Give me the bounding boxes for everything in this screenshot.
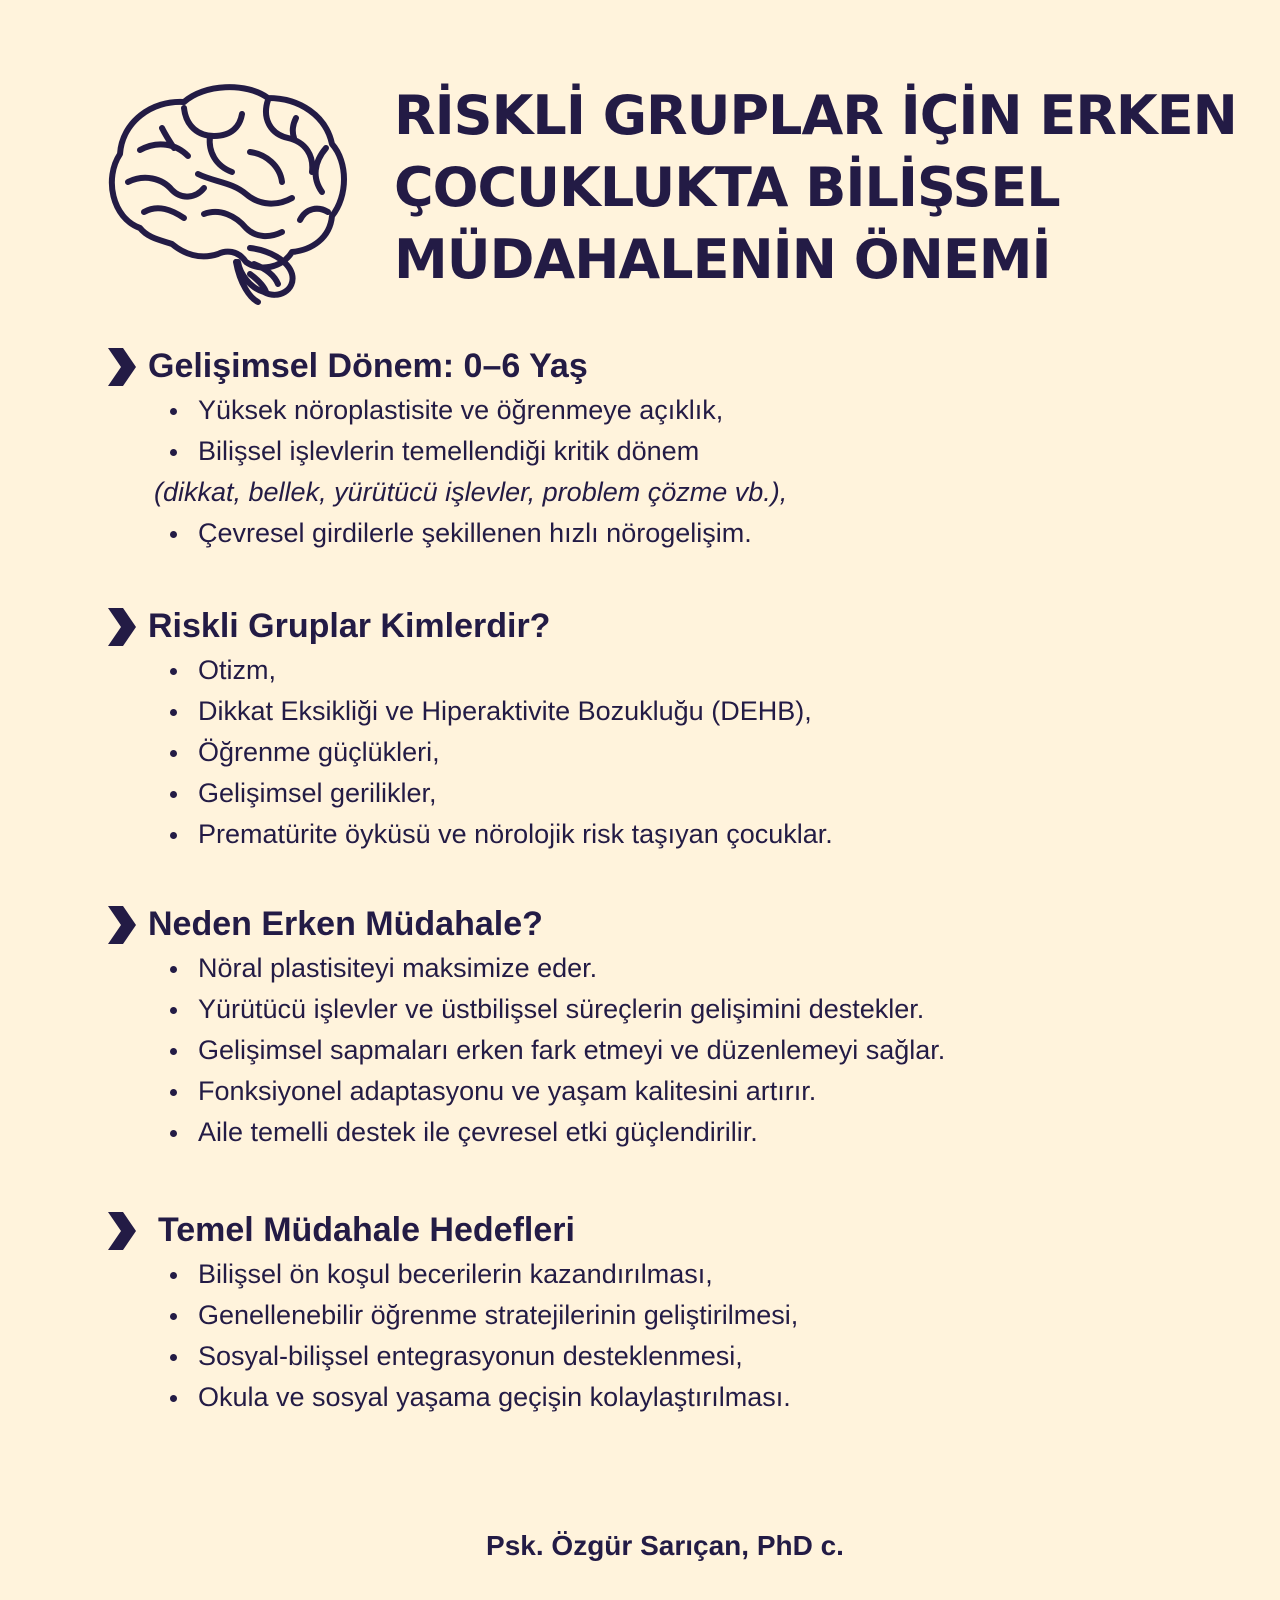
list-item: Öğrenme güçlükleri, <box>104 732 1224 773</box>
section-intervention-goals <box>104 1206 1224 1418</box>
list-item: Yüksek nöroplastisite ve öğrenmeye açıklık, <box>104 390 1224 431</box>
list-item: Gelişimsel gerilikler, <box>104 773 1224 814</box>
section-header <box>104 342 1224 390</box>
list-item: Fonksiyonel adaptasyonu ve yaşam kalitesini artırır. <box>104 1071 1224 1112</box>
title-line: ÇOCUKLUKTA BİLİŞSEL <box>394 156 1060 219</box>
bullet-list <box>104 390 1224 554</box>
list-item: Otizm, <box>104 650 1224 691</box>
chevron-right-icon <box>104 904 138 946</box>
bullet-list <box>104 948 1224 1153</box>
brain-icon <box>100 78 350 308</box>
list-item: Bilişsel ön koşul becerilerin kazandırılması, <box>104 1254 1224 1295</box>
section-header <box>104 602 1224 650</box>
list-item: Prematürite öyküsü ve nörolojik risk taşıyan çocuklar. <box>104 814 1224 855</box>
section-why-early-intervention <box>104 900 1224 1153</box>
chevron-right-icon <box>104 346 138 388</box>
list-item-note: (dikkat, bellek, yürütücü işlevler, problem çözme vb.), <box>154 477 788 507</box>
list-item: Genellenebilir öğrenme stratejilerinin geliştirilmesi, <box>104 1295 1224 1336</box>
title-line: RİSKLİ GRUPLAR İÇİN ERKEN <box>394 84 1237 147</box>
title-line: MÜDAHALENİN ÖNEMİ <box>394 228 1051 291</box>
bullet-list <box>104 650 1224 855</box>
list-item: Sosyal-bilişsel entegrasyonun desteklenmesi, <box>104 1336 1224 1377</box>
section-risk-groups <box>104 602 1224 855</box>
section-title: Neden Erken Müdahale? <box>148 905 543 943</box>
section-developmental-period <box>104 342 1224 554</box>
list-item: Dikkat Eksikliği ve Hiperaktivite Bozukluğu (DEHB), <box>104 691 1224 732</box>
list-item: Okula ve sosyal yaşama geçişin kolaylaştırılması. <box>104 1377 1224 1418</box>
section-header <box>104 1206 1224 1254</box>
section-title: Temel Müdahale Hedefleri <box>158 1211 575 1249</box>
section-title: Gelişimsel Dönem: 0–6 Yaş <box>148 347 588 385</box>
list-item: Bilişsel işlevlerin temellendiği kritik dönem <box>104 431 1224 472</box>
list-item: Aile temelli destek ile çevresel etki güçlendirilir. <box>104 1112 1224 1153</box>
bullet-list <box>104 1254 1224 1418</box>
section-header <box>104 900 1224 948</box>
header <box>0 0 1280 320</box>
list-item: Çevresel girdilerle şekillenen hızlı nörogelişim. <box>104 513 1224 554</box>
list-item: Yürütücü işlevler ve üstbilişsel süreçlerin gelişimini destekler. <box>104 989 1224 1030</box>
chevron-right-icon <box>104 1210 138 1252</box>
author-credit: Psk. Özgür Sarıçan, PhD c. <box>486 1530 844 1561</box>
page-title <box>394 80 1237 296</box>
section-title: Riskli Gruplar Kimlerdir? <box>148 607 551 645</box>
chevron-right-icon <box>104 606 138 648</box>
list-item: Gelişimsel sapmaları erken fark etmeyi ve düzenlemeyi sağlar. <box>104 1030 1224 1071</box>
list-item: Nöral plastisiteyi maksimize eder. <box>104 948 1224 989</box>
